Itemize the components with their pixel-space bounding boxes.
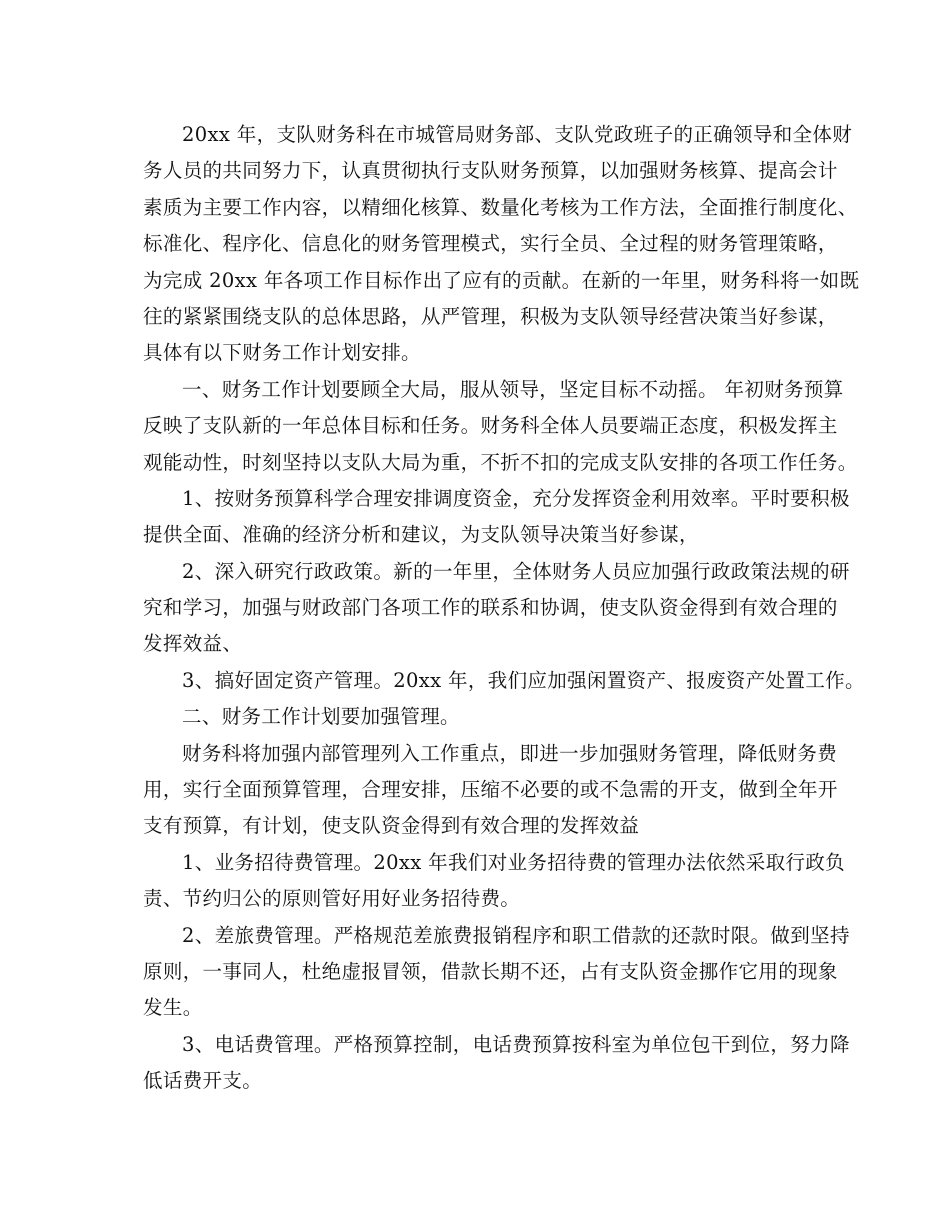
text-line: 标准化、程序化、信息化的财务管理模式，实行全员、全过程的财务管理策略，	[143, 232, 838, 256]
text-line: 2、差旅费管理。严格规范差旅费报销程序和职工借款的还款时限。做到坚持	[182, 923, 850, 947]
paragraph-item-1-1	[143, 481, 850, 554]
text-line: 反映了支队新的一年总体目标和任务。财务科全体人员要端正态度，积极发挥主	[143, 414, 838, 438]
paragraph-item-2-2	[143, 918, 850, 1027]
text-line: 低话费开支。	[143, 1069, 263, 1093]
section-heading-line: 二、财务工作计划要加强管理。	[182, 705, 460, 729]
paragraph-item-1-3	[143, 663, 865, 699]
paragraph-section-2-heading	[143, 699, 813, 735]
text-line: 具体有以下财务工作计划安排。	[143, 341, 421, 365]
text-line: 支有预算，有计划，使支队资金得到有效合理的发挥效益	[143, 814, 640, 838]
text-line: 往的紧紧围绕支队的总体思路，从严管理，积极为支队领导经营决策当好参谋，	[143, 304, 838, 328]
text-line: 为完成 20xx 年各项工作目标作出了应有的贡献。在新的一年里，财务科将一如既	[143, 268, 860, 292]
text-line: 观能动性，时刻坚持以支队大局为重，不折不扣的完成支队安排的各项工作任务。	[143, 450, 858, 474]
text-line: 素质为主要工作内容，以精细化核算、数量化考核为工作方法，全面推行制度化、	[143, 195, 858, 219]
text-line: 3、搞好固定资产管理。20xx 年，我们应加强闲置资产、报废资产处置工作。	[182, 668, 865, 692]
paragraph-section-1	[143, 372, 858, 481]
paragraph-item-1-2	[143, 554, 850, 663]
paragraph-intro	[143, 117, 860, 372]
text-line: 提供全面、准确的经济分析和建议，为支队领导决策当好参谋，	[143, 523, 699, 547]
paragraph-item-2-3	[143, 1027, 850, 1100]
paragraph-section-2-body	[143, 736, 838, 845]
document-body	[143, 117, 865, 1100]
text-line: 用，实行全面预算管理，合理安排，压缩不必要的或不急需的开支，做到全年开	[143, 778, 838, 802]
text-line: 责、节约归公的原则管好用好业务招待费。	[143, 887, 521, 911]
text-line: 3、电话费管理。严格预算控制，电话费预算按科室为单位包干到位，努力降	[182, 1032, 850, 1056]
text-line: 20xx 年，支队财务科在市城管局财务部、支队党政班子的正确领导和全体财	[182, 123, 853, 146]
paragraph-item-2-1	[143, 845, 846, 918]
text-line: 发挥效益、	[143, 632, 243, 656]
text-line: 究和学习，加强与财政部门各项工作的联系和协调，使支队资金得到有效合理的	[143, 596, 838, 620]
text-line: 2、深入研究行政政策。新的一年里，全体财务人员应加强行政政策法规的研	[182, 559, 850, 583]
text-line: 财务科将加强内部管理列入工作重点，即进一步加强财务管理，降低财务费	[182, 741, 838, 765]
text-line: 1、业务招待费管理。20xx 年我们对业务招待费的管理办法依然采取行政负	[182, 850, 846, 874]
text-line: 务人员的共同努力下，认真贯彻执行支队财务预算，以加强财务核算、提高会计	[143, 159, 838, 183]
text-line: 1、按财务预算科学合理安排调度资金，充分发挥资金利用效率。平时要积极	[182, 486, 850, 510]
text-line: 发生。	[143, 996, 203, 1020]
section-heading-line: 一、财务工作计划要顾全大局，服从领导，坚定目标不动摇。 年初财务预算	[182, 377, 844, 401]
text-line: 原则，一事同人，杜绝虚报冒领，借款长期不还，占有支队资金挪作它用的现象	[143, 959, 838, 983]
